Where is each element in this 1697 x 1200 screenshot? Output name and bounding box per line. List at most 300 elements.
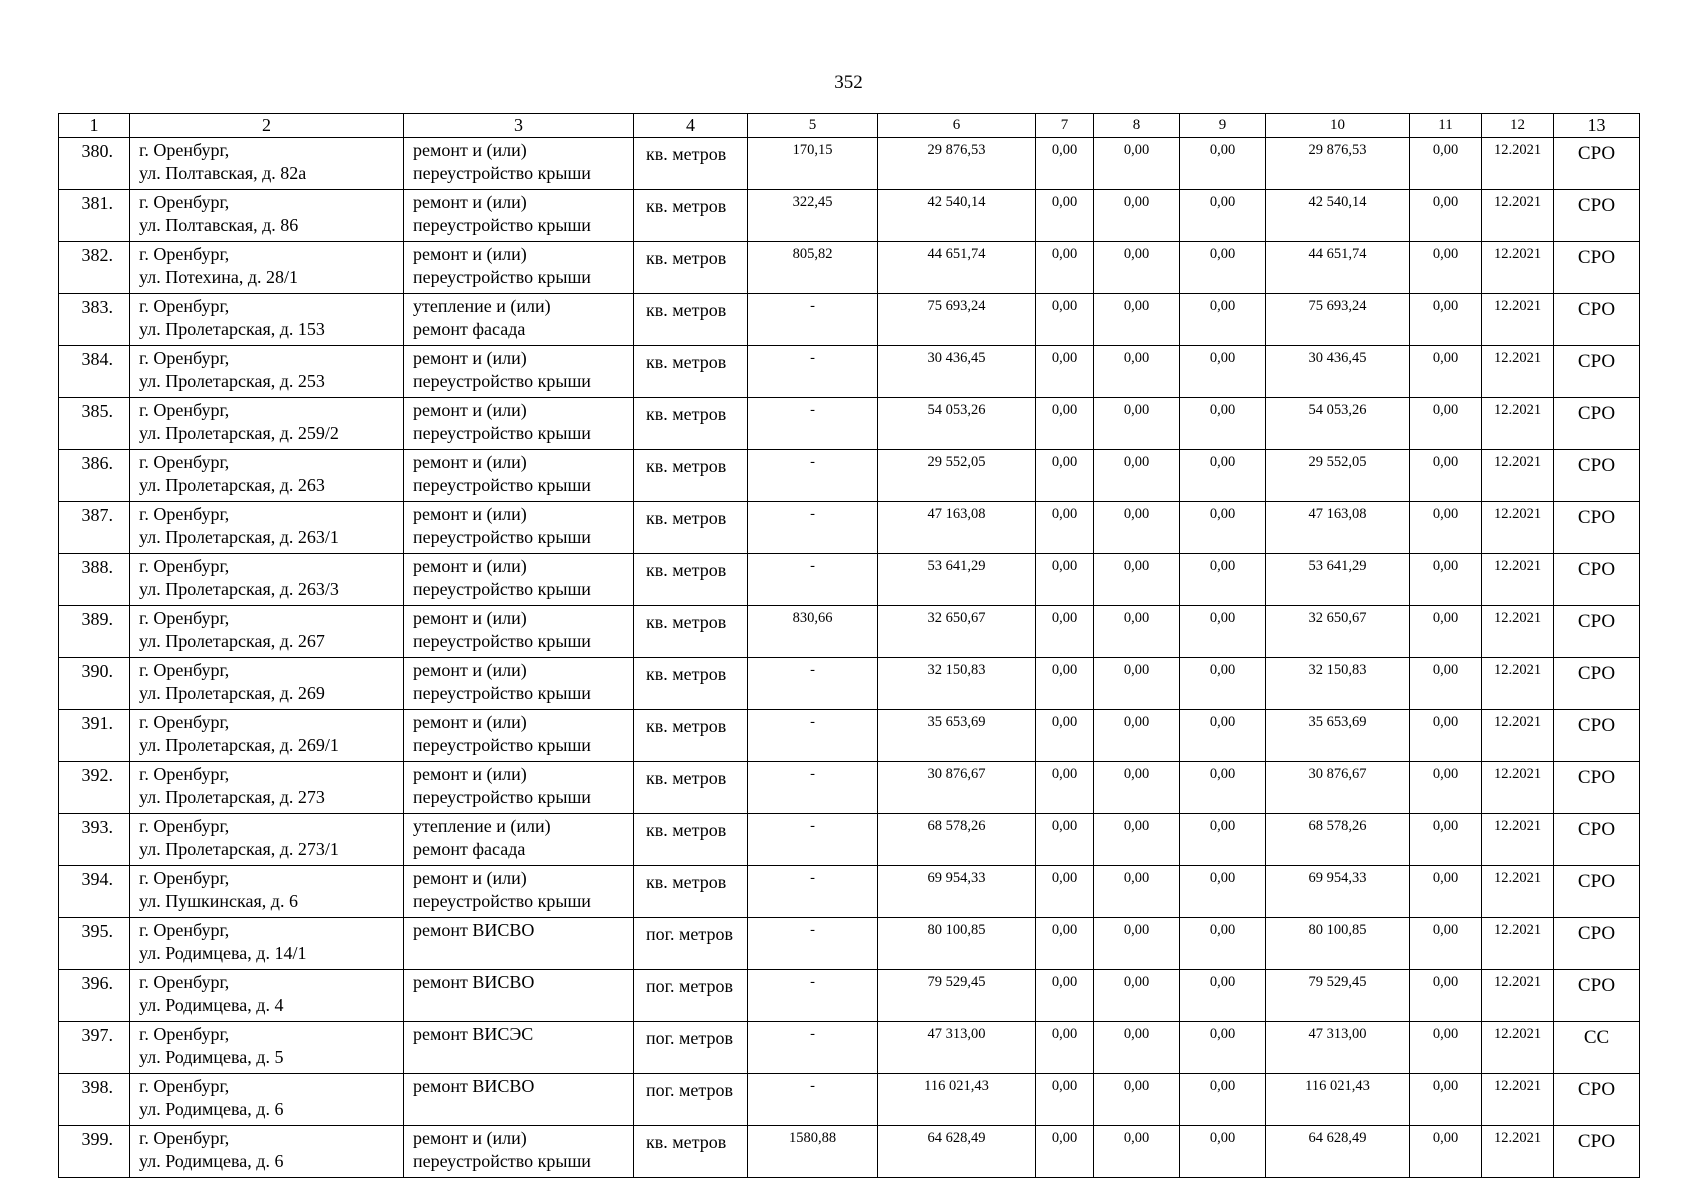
funds-cell: 0,00 (1094, 814, 1180, 866)
funds-cell: 0,00 (1036, 450, 1094, 502)
address-cell (130, 762, 404, 814)
funds-cell: 0,00 (1036, 762, 1094, 814)
address-city: г. Оренбург, (139, 660, 230, 680)
owner-funds-cell: 116 021,43 (1266, 1074, 1410, 1126)
work-type-cell (404, 814, 634, 866)
category-cell: СРО (1554, 1074, 1640, 1126)
work-type-line: переустройство крыши (413, 579, 591, 599)
funds-cell: 0,00 (1094, 918, 1180, 970)
funds-cell: 0,00 (1180, 398, 1266, 450)
owner-funds-cell: 44 651,74 (1266, 242, 1410, 294)
funds-cell: 0,00 (1036, 606, 1094, 658)
table-row (59, 1074, 1640, 1126)
funds-cell: 0,00 (1036, 502, 1094, 554)
table-row (59, 346, 1640, 398)
funds-cell: 0,00 (1094, 658, 1180, 710)
category-cell: СРО (1554, 710, 1640, 762)
owner-funds-cell: 79 529,45 (1266, 970, 1410, 1022)
funds-cell: 0,00 (1180, 138, 1266, 190)
address-city: г. Оренбург, (139, 192, 230, 212)
total-cost-cell: 32 650,67 (878, 606, 1036, 658)
funds-cell: 0,00 (1036, 554, 1094, 606)
address-city: г. Оренбург, (139, 504, 230, 524)
address-city: г. Оренбург, (139, 400, 230, 420)
deadline-cell: 12.2021 (1482, 398, 1554, 450)
table-row (59, 138, 1640, 190)
address-cell (130, 658, 404, 710)
unit-cell: кв. метров (634, 294, 748, 346)
quantity-cell: - (748, 450, 878, 502)
address-street: ул. Родимцева, д. 14/1 (139, 943, 307, 963)
funds-cell: 0,00 (1036, 242, 1094, 294)
work-type-cell (404, 866, 634, 918)
owner-funds-cell: 29 876,53 (1266, 138, 1410, 190)
funds-cell: 0,00 (1094, 970, 1180, 1022)
table-row (59, 398, 1640, 450)
funds-cell: 0,00 (1180, 918, 1266, 970)
address-city: г. Оренбург, (139, 608, 230, 628)
funds-cell: 0,00 (1036, 710, 1094, 762)
funds-cell: 0,00 (1036, 294, 1094, 346)
funds-cell: 0,00 (1410, 814, 1482, 866)
funds-cell: 0,00 (1180, 502, 1266, 554)
deadline-cell: 12.2021 (1482, 554, 1554, 606)
total-cost-cell: 47 313,00 (878, 1022, 1036, 1074)
address-cell (130, 294, 404, 346)
category-cell: СРО (1554, 658, 1640, 710)
address-city: г. Оренбург, (139, 764, 230, 784)
funds-cell: 0,00 (1036, 1022, 1094, 1074)
work-type-cell (404, 294, 634, 346)
quantity-cell: - (748, 1074, 878, 1126)
total-cost-cell: 42 540,14 (878, 190, 1036, 242)
work-type-line: ремонт и (или) (413, 556, 527, 576)
address-street: ул. Родимцева, д. 6 (139, 1099, 284, 1119)
address-street: ул. Пушкинская, д. 6 (139, 891, 298, 911)
owner-funds-cell: 64 628,49 (1266, 1126, 1410, 1178)
row-number: 386. (59, 450, 130, 502)
work-type-cell (404, 1074, 634, 1126)
funds-cell: 0,00 (1410, 554, 1482, 606)
address-cell (130, 1074, 404, 1126)
work-type-line: ремонт и (или) (413, 504, 527, 524)
address-cell (130, 502, 404, 554)
work-type-line: переустройство крыши (413, 423, 591, 443)
funds-cell: 0,00 (1410, 918, 1482, 970)
work-type-cell (404, 242, 634, 294)
funds-cell: 0,00 (1036, 346, 1094, 398)
address-city: г. Оренбург, (139, 452, 230, 472)
deadline-cell: 12.2021 (1482, 242, 1554, 294)
row-number: 384. (59, 346, 130, 398)
work-type-cell (404, 658, 634, 710)
quantity-cell: 805,82 (748, 242, 878, 294)
unit-cell: кв. метров (634, 866, 748, 918)
funds-cell: 0,00 (1094, 762, 1180, 814)
category-cell: СРО (1554, 1126, 1640, 1178)
work-type-line: переустройство крыши (413, 475, 591, 495)
funds-cell: 0,00 (1180, 606, 1266, 658)
work-type-line: ремонт и (или) (413, 1128, 527, 1148)
total-cost-cell: 69 954,33 (878, 866, 1036, 918)
address-street: ул. Пролетарская, д. 263/1 (139, 527, 339, 547)
work-type-line: утепление и (или) (413, 816, 551, 836)
unit-cell: кв. метров (634, 138, 748, 190)
column-number-row (59, 114, 1640, 138)
address-city: г. Оренбург, (139, 920, 230, 940)
address-street: ул. Родимцева, д. 4 (139, 995, 284, 1015)
address-cell (130, 1022, 404, 1074)
column-header: 10 (1266, 114, 1410, 138)
funds-cell: 0,00 (1180, 1074, 1266, 1126)
funds-cell: 0,00 (1180, 762, 1266, 814)
address-cell (130, 866, 404, 918)
funds-cell: 0,00 (1094, 242, 1180, 294)
row-number: 381. (59, 190, 130, 242)
address-cell (130, 242, 404, 294)
work-type-line: ремонт фасада (413, 319, 526, 339)
work-type-cell (404, 606, 634, 658)
work-type-line: ремонт фасада (413, 839, 526, 859)
quantity-cell: - (748, 762, 878, 814)
address-cell (130, 1126, 404, 1178)
address-street: ул. Родимцева, д. 6 (139, 1151, 284, 1171)
unit-cell: кв. метров (634, 658, 748, 710)
address-city: г. Оренбург, (139, 1076, 230, 1096)
funds-cell: 0,00 (1036, 190, 1094, 242)
table-row (59, 658, 1640, 710)
owner-funds-cell: 69 954,33 (1266, 866, 1410, 918)
quantity-cell: - (748, 814, 878, 866)
address-street: ул. Пролетарская, д. 263/3 (139, 579, 339, 599)
table-row (59, 762, 1640, 814)
table-row (59, 814, 1640, 866)
funds-cell: 0,00 (1094, 450, 1180, 502)
category-cell: СРО (1554, 606, 1640, 658)
unit-cell: кв. метров (634, 1126, 748, 1178)
funds-cell: 0,00 (1094, 398, 1180, 450)
table-row (59, 554, 1640, 606)
address-street: ул. Пролетарская, д. 269/1 (139, 735, 339, 755)
funds-cell: 0,00 (1180, 1022, 1266, 1074)
work-type-line: ремонт ВИСЭС (413, 1024, 534, 1044)
total-cost-cell: 68 578,26 (878, 814, 1036, 866)
deadline-cell: 12.2021 (1482, 658, 1554, 710)
table-row (59, 190, 1640, 242)
work-type-line: ремонт ВИСВО (413, 972, 535, 992)
work-type-line: переустройство крыши (413, 1151, 591, 1171)
funds-cell: 0,00 (1036, 1126, 1094, 1178)
funds-cell: 0,00 (1410, 398, 1482, 450)
funds-cell: 0,00 (1410, 762, 1482, 814)
funds-cell: 0,00 (1180, 554, 1266, 606)
row-number: 389. (59, 606, 130, 658)
total-cost-cell: 30 876,67 (878, 762, 1036, 814)
work-type-cell (404, 710, 634, 762)
deadline-cell: 12.2021 (1482, 190, 1554, 242)
work-type-line: ремонт ВИСВО (413, 1076, 535, 1096)
address-cell (130, 190, 404, 242)
row-number: 391. (59, 710, 130, 762)
total-cost-cell: 29 552,05 (878, 450, 1036, 502)
column-header: 3 (404, 114, 634, 138)
owner-funds-cell: 47 313,00 (1266, 1022, 1410, 1074)
total-cost-cell: 44 651,74 (878, 242, 1036, 294)
owner-funds-cell: 32 650,67 (1266, 606, 1410, 658)
deadline-cell: 12.2021 (1482, 138, 1554, 190)
owner-funds-cell: 75 693,24 (1266, 294, 1410, 346)
quantity-cell: - (748, 918, 878, 970)
deadline-cell: 12.2021 (1482, 970, 1554, 1022)
work-type-cell (404, 762, 634, 814)
funds-cell: 0,00 (1094, 346, 1180, 398)
funds-cell: 0,00 (1094, 606, 1180, 658)
work-type-cell (404, 1126, 634, 1178)
unit-cell: кв. метров (634, 190, 748, 242)
work-type-cell (404, 138, 634, 190)
row-number: 396. (59, 970, 130, 1022)
work-type-line: переустройство крыши (413, 527, 591, 547)
funds-cell: 0,00 (1094, 502, 1180, 554)
address-city: г. Оренбург, (139, 1128, 230, 1148)
row-number: 383. (59, 294, 130, 346)
address-cell (130, 970, 404, 1022)
row-number: 387. (59, 502, 130, 554)
total-cost-cell: 32 150,83 (878, 658, 1036, 710)
quantity-cell: - (748, 970, 878, 1022)
deadline-cell: 12.2021 (1482, 1022, 1554, 1074)
funds-cell: 0,00 (1410, 658, 1482, 710)
address-street: ул. Пролетарская, д. 259/2 (139, 423, 339, 443)
deadline-cell: 12.2021 (1482, 866, 1554, 918)
owner-funds-cell: 54 053,26 (1266, 398, 1410, 450)
address-city: г. Оренбург, (139, 140, 230, 160)
funds-cell: 0,00 (1094, 554, 1180, 606)
funds-cell: 0,00 (1180, 866, 1266, 918)
column-header: 8 (1094, 114, 1180, 138)
address-cell (130, 398, 404, 450)
deadline-cell: 12.2021 (1482, 710, 1554, 762)
funds-cell: 0,00 (1410, 138, 1482, 190)
address-street: ул. Пролетарская, д. 273 (139, 787, 325, 807)
quantity-cell: - (748, 294, 878, 346)
work-type-line: переустройство крыши (413, 371, 591, 391)
address-street: ул. Потехина, д. 28/1 (139, 267, 298, 287)
funds-cell: 0,00 (1036, 138, 1094, 190)
funds-cell: 0,00 (1410, 294, 1482, 346)
column-header: 7 (1036, 114, 1094, 138)
deadline-cell: 12.2021 (1482, 1074, 1554, 1126)
row-number: 392. (59, 762, 130, 814)
owner-funds-cell: 80 100,85 (1266, 918, 1410, 970)
deadline-cell: 12.2021 (1482, 814, 1554, 866)
work-type-line: переустройство крыши (413, 215, 591, 235)
quantity-cell: - (748, 1022, 878, 1074)
owner-funds-cell: 42 540,14 (1266, 190, 1410, 242)
total-cost-cell: 116 021,43 (878, 1074, 1036, 1126)
owner-funds-cell: 35 653,69 (1266, 710, 1410, 762)
work-type-line: ремонт ВИСВО (413, 920, 535, 940)
funds-cell: 0,00 (1180, 450, 1266, 502)
table-body (59, 138, 1640, 1178)
address-cell (130, 346, 404, 398)
total-cost-cell: 54 053,26 (878, 398, 1036, 450)
address-street: ул. Пролетарская, д. 153 (139, 319, 325, 339)
funds-cell: 0,00 (1410, 242, 1482, 294)
work-type-line: ремонт и (или) (413, 140, 527, 160)
category-cell: СРО (1554, 554, 1640, 606)
quantity-cell: 170,15 (748, 138, 878, 190)
funds-cell: 0,00 (1180, 242, 1266, 294)
category-cell: СРО (1554, 866, 1640, 918)
work-type-cell (404, 918, 634, 970)
unit-cell: кв. метров (634, 242, 748, 294)
address-cell (130, 554, 404, 606)
work-type-cell (404, 1022, 634, 1074)
funds-cell: 0,00 (1036, 398, 1094, 450)
total-cost-cell: 30 436,45 (878, 346, 1036, 398)
quantity-cell: - (748, 502, 878, 554)
funds-cell: 0,00 (1094, 710, 1180, 762)
deadline-cell: 12.2021 (1482, 918, 1554, 970)
work-type-cell (404, 970, 634, 1022)
repair-registry-table (58, 113, 1640, 1178)
unit-cell: пог. метров (634, 918, 748, 970)
funds-cell: 0,00 (1094, 1126, 1180, 1178)
work-type-line: переустройство крыши (413, 891, 591, 911)
funds-cell: 0,00 (1036, 970, 1094, 1022)
work-type-line: переустройство крыши (413, 787, 591, 807)
unit-cell: пог. метров (634, 970, 748, 1022)
row-number: 398. (59, 1074, 130, 1126)
quantity-cell: - (748, 554, 878, 606)
quantity-cell: - (748, 398, 878, 450)
address-city: г. Оренбург, (139, 244, 230, 264)
work-type-cell (404, 450, 634, 502)
funds-cell: 0,00 (1094, 866, 1180, 918)
owner-funds-cell: 47 163,08 (1266, 502, 1410, 554)
address-city: г. Оренбург, (139, 296, 230, 316)
category-cell: СРО (1554, 346, 1640, 398)
column-header: 11 (1410, 114, 1482, 138)
work-type-line: ремонт и (или) (413, 712, 527, 732)
deadline-cell: 12.2021 (1482, 346, 1554, 398)
table-row (59, 1022, 1640, 1074)
address-street: ул. Пролетарская, д. 267 (139, 631, 325, 651)
funds-cell: 0,00 (1036, 814, 1094, 866)
total-cost-cell: 53 641,29 (878, 554, 1036, 606)
address-city: г. Оренбург, (139, 972, 230, 992)
row-number: 399. (59, 1126, 130, 1178)
funds-cell: 0,00 (1410, 346, 1482, 398)
unit-cell: кв. метров (634, 762, 748, 814)
quantity-cell: 830,66 (748, 606, 878, 658)
column-header: 4 (634, 114, 748, 138)
work-type-cell (404, 190, 634, 242)
funds-cell: 0,00 (1094, 1074, 1180, 1126)
work-type-line: утепление и (или) (413, 296, 551, 316)
total-cost-cell: 64 628,49 (878, 1126, 1036, 1178)
unit-cell: пог. метров (634, 1074, 748, 1126)
funds-cell: 0,00 (1180, 190, 1266, 242)
funds-cell: 0,00 (1094, 1022, 1180, 1074)
address-cell (130, 710, 404, 762)
column-header: 9 (1180, 114, 1266, 138)
row-number: 394. (59, 866, 130, 918)
total-cost-cell: 75 693,24 (878, 294, 1036, 346)
funds-cell: 0,00 (1410, 970, 1482, 1022)
funds-cell: 0,00 (1094, 138, 1180, 190)
address-city: г. Оренбург, (139, 816, 230, 836)
table-row (59, 450, 1640, 502)
funds-cell: 0,00 (1410, 502, 1482, 554)
work-type-cell (404, 398, 634, 450)
row-number: 380. (59, 138, 130, 190)
row-number: 393. (59, 814, 130, 866)
unit-cell: кв. метров (634, 606, 748, 658)
work-type-line: переустройство крыши (413, 735, 591, 755)
category-cell: СРО (1554, 138, 1640, 190)
funds-cell: 0,00 (1180, 814, 1266, 866)
deadline-cell: 12.2021 (1482, 450, 1554, 502)
deadline-cell: 12.2021 (1482, 294, 1554, 346)
table-row (59, 1126, 1640, 1178)
category-cell: СС (1554, 1022, 1640, 1074)
address-cell (130, 450, 404, 502)
work-type-line: ремонт и (или) (413, 400, 527, 420)
row-number: 382. (59, 242, 130, 294)
table-row (59, 918, 1640, 970)
category-cell: СРО (1554, 398, 1640, 450)
work-type-line: ремонт и (или) (413, 660, 527, 680)
owner-funds-cell: 53 641,29 (1266, 554, 1410, 606)
funds-cell: 0,00 (1180, 658, 1266, 710)
address-street: ул. Полтавская, д. 86 (139, 215, 299, 235)
total-cost-cell: 79 529,45 (878, 970, 1036, 1022)
deadline-cell: 12.2021 (1482, 762, 1554, 814)
address-street: ул. Пролетарская, д. 269 (139, 683, 325, 703)
funds-cell: 0,00 (1036, 866, 1094, 918)
work-type-line: ремонт и (или) (413, 608, 527, 628)
funds-cell: 0,00 (1036, 658, 1094, 710)
unit-cell: пог. метров (634, 1022, 748, 1074)
unit-cell: кв. метров (634, 450, 748, 502)
address-street: ул. Полтавская, д. 82а (139, 163, 307, 183)
address-street: ул. Пролетарская, д. 273/1 (139, 839, 339, 859)
category-cell: СРО (1554, 502, 1640, 554)
unit-cell: кв. метров (634, 554, 748, 606)
funds-cell: 0,00 (1410, 606, 1482, 658)
column-header: 12 (1482, 114, 1554, 138)
unit-cell: кв. метров (634, 346, 748, 398)
row-number: 395. (59, 918, 130, 970)
funds-cell: 0,00 (1180, 970, 1266, 1022)
work-type-line: переустройство крыши (413, 631, 591, 651)
table-row (59, 866, 1640, 918)
work-type-line: ремонт и (или) (413, 452, 527, 472)
funds-cell: 0,00 (1036, 918, 1094, 970)
row-number: 390. (59, 658, 130, 710)
funds-cell: 0,00 (1094, 294, 1180, 346)
total-cost-cell: 80 100,85 (878, 918, 1036, 970)
work-type-line: переустройство крыши (413, 683, 591, 703)
work-type-cell (404, 502, 634, 554)
funds-cell: 0,00 (1180, 710, 1266, 762)
funds-cell: 0,00 (1410, 1074, 1482, 1126)
work-type-line: ремонт и (или) (413, 192, 527, 212)
quantity-cell: 1580,88 (748, 1126, 878, 1178)
deadline-cell: 12.2021 (1482, 1126, 1554, 1178)
